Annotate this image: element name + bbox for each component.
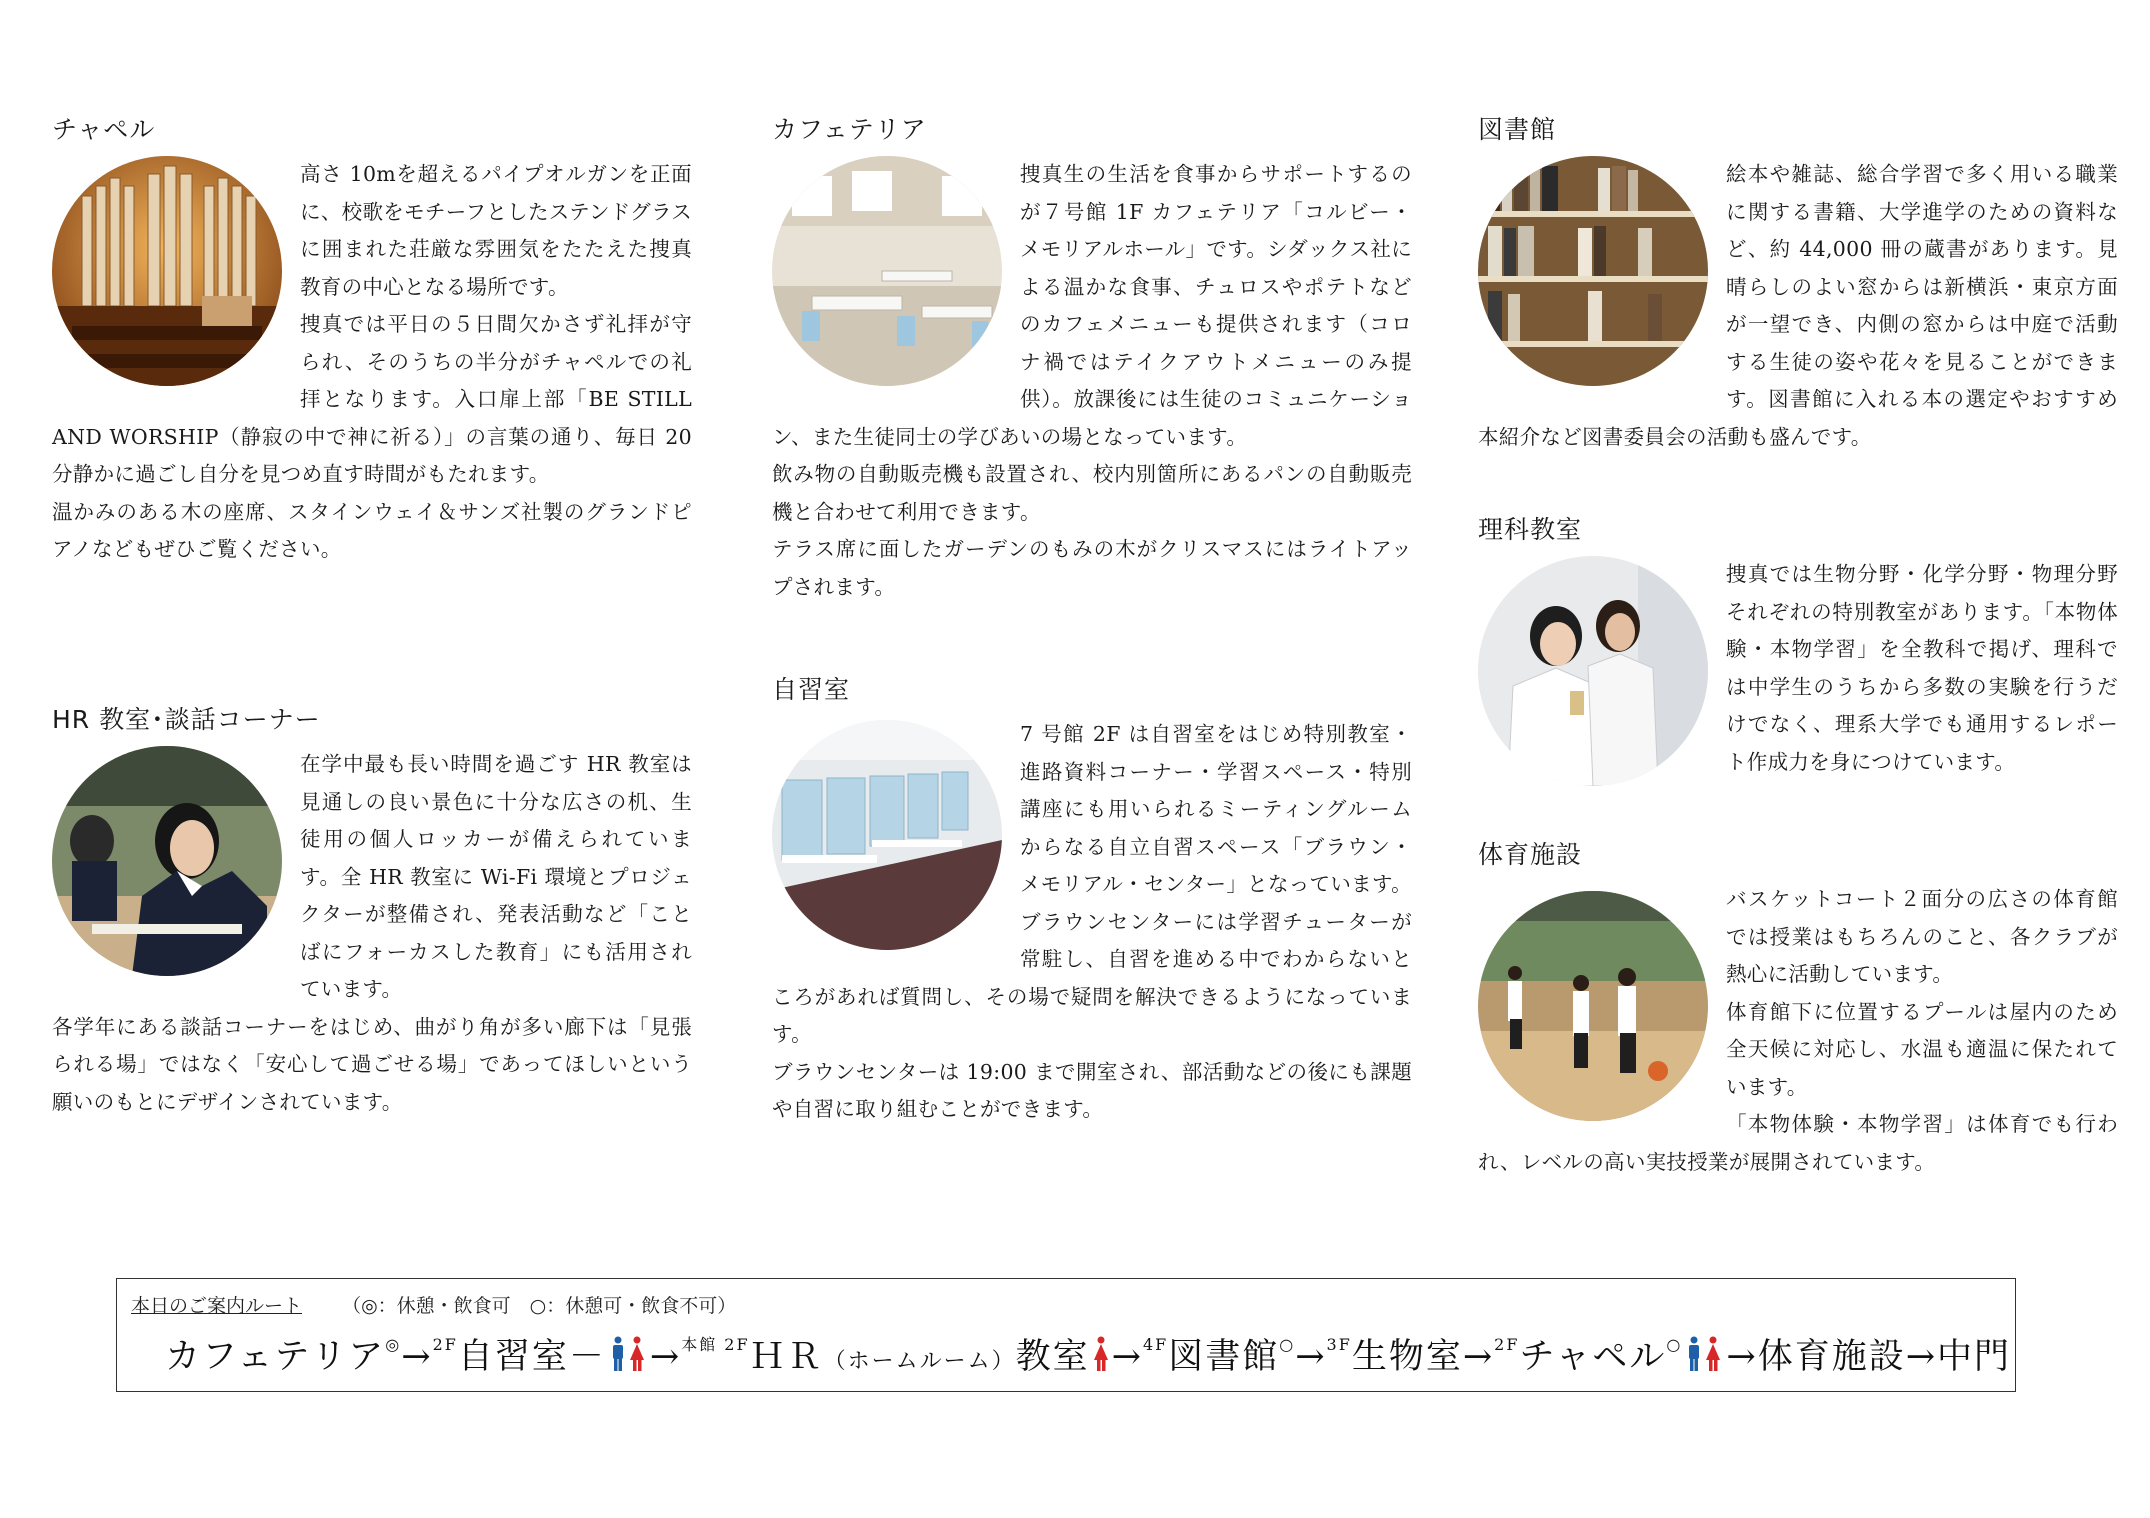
column-middle [772, 112, 1412, 1129]
cafeteria-paragraph-2: 飲み物の自動販売機も設置され、校内別箇所にあるパンの自動販売機と合わせて利用できます。 [772, 462, 1412, 524]
route-arrow: → [1111, 1337, 1143, 1377]
section-body-cafeteria [772, 156, 1412, 606]
gym-paragraph-1: バスケットコート２面分の広さの体育館では授業はもちろんのこと、各クラブが熱心に活動しています。 [1726, 887, 2118, 986]
cafeteria-paragraph-1: 捜真生の生活を食事からサポートするのが７号館 1F カフェテリア「コルビー・メモリアルホール」です。シダックス社による温かな食事、チュロスやポテトなどのカフェメニューも提供されます（コロナ禍ではテイクアウトメニューのみ提供）。放課後には生徒のコミュニケーション、また生徒同士の学びあいの場となっています。 [772, 162, 1412, 449]
route-heading: 本日のご案内ルート [131, 1295, 303, 1317]
chapel-organ-photo [52, 156, 282, 386]
route-floor-3f: 3F [1326, 1335, 1352, 1354]
route-arrow: → [401, 1337, 433, 1377]
section-title-cafeteria: カフェテリア [772, 115, 927, 144]
section-body-study-room [772, 716, 1412, 1129]
route-stop-hr-sub: （ホームルーム） [823, 1349, 1016, 1374]
route-stop-hr: ＨＲ [749, 1337, 824, 1377]
route-arrow: → [1462, 1337, 1495, 1377]
section-gym [1478, 837, 2118, 1181]
gym-basketball-photo [1478, 891, 1708, 1121]
route-floor-2f: 2F [1494, 1335, 1520, 1354]
route-mark-circle: ○ [1279, 1335, 1296, 1354]
route-floor-4f: 4F [1142, 1335, 1169, 1354]
section-body-science [1478, 556, 2118, 781]
section-cafeteria [772, 112, 1412, 672]
section-study-room [772, 672, 1412, 1129]
science-paragraph-1: 捜真では生物分野・化学分野・物理分野それぞれの特別教室があります。「本物体験・本物学習」を全教科で掲げ、理科では中学生のうちから多数の実験を行うだけでなく、理系大学でも通用するレポート作成力を身につけています。 [1726, 562, 2118, 774]
route-arrow: → [1905, 1337, 1938, 1377]
gym-paragraph-3: 「本物体験・本物学習」は体育でも行われ、レベルの高い実技授業が展開されています。 [1478, 1112, 2118, 1174]
route-floor-honkan-2f: 本館 2F [681, 1335, 750, 1354]
route-arrow: → [1295, 1337, 1327, 1377]
section-title-science: 理科教室 [1478, 515, 1583, 544]
route-stop-biology: 生物室 [1351, 1337, 1463, 1377]
restroom-female-icon [1092, 1336, 1110, 1381]
classroom-student-photo [52, 746, 282, 976]
route-stop-cafeteria: カフェテリア [165, 1337, 386, 1377]
homeroom-paragraph-2: 各学年にある談話コーナーをはじめ、曲がり角が多い廊下は「見張られる場」ではなく「安心して過ごせる場」であってほしいという願いのもとにデザインされています。 [52, 1014, 692, 1114]
route-mark-double-circle: ◎ [385, 1335, 402, 1354]
route-stop-classroom: 教室 [1015, 1337, 1090, 1377]
study-paragraph-1: 7 号館 2F は自習室をはじめ特別教室・進路資料コーナー・学習スペース・特別講座にも用いられるミーティングルームからなる自立自習スペース「ブラウン・メモリアル・センター」となっています。 [1020, 722, 1412, 896]
chapel-paragraph-2: 捜真では平日の５日間欠かさず礼拝が守られ、そのうちの半分がチャペルでの礼拝となります。入口扉上部「BE STILL AND WORSHIP（静寂の中で神に祈る）」の言葉の通り、毎日 20 分静かに過ごし自分を見つめ直す時間がもたれます。 [52, 312, 692, 486]
study-paragraph-2: ブラウンセンターには学習チューターが常駐し、自習を進める中でわからないところがあれば質問し、その場で疑問を解決できるようになっています。 [772, 909, 1412, 1046]
section-science [1478, 512, 2118, 837]
restroom-icon [608, 1336, 648, 1381]
restroom-icon [1684, 1336, 1724, 1381]
section-library [1478, 112, 2118, 512]
route-stop-gym: 体育施設 [1757, 1337, 1906, 1377]
section-homeroom [52, 702, 692, 1121]
chapel-paragraph-3: 温かみのある木の座席、スタインウェイ＆サンズ社製のグランドピアノなどもぜひご覧ください。 [52, 499, 692, 561]
route-stop-chapel: チャペル [1519, 1337, 1667, 1377]
route-arrow: → [1726, 1337, 1758, 1377]
route-floor-2f: 2F [432, 1335, 458, 1354]
column-right [1478, 112, 2118, 1181]
study-room-photo [772, 720, 1002, 950]
route-dash: － [568, 1337, 606, 1377]
route-stop-library: 図書館 [1168, 1337, 1280, 1377]
section-body-chapel [52, 156, 692, 569]
study-paragraph-3: ブラウンセンターは 19:00 まで開室され、部活動などの後にも課題や自習に取り組むことができます。 [772, 1059, 1412, 1121]
route-stop-study-room: 自習室 [457, 1337, 569, 1377]
science-lab-photo [1478, 556, 1708, 786]
section-chapel [52, 112, 692, 702]
chapel-paragraph-1: 高さ 10mを超えるパイプオルガンを正面に、校歌をモチーフとしたステンドグラスに囲まれた荘厳な雰囲気をたたえた捜真教育の中心となる場所です。 [300, 162, 692, 299]
cafeteria-paragraph-3: テラス席に面したガーデンのもみの木がクリスマスにはライトアップされます。 [772, 537, 1412, 599]
section-body-homeroom [52, 746, 692, 1121]
route-header [131, 1291, 736, 1318]
section-title-study-room: 自習室 [772, 675, 851, 704]
section-title-gym: 体育施設 [1478, 840, 1583, 869]
male-head [614, 1337, 621, 1344]
section-title-chapel: チャペル [52, 115, 156, 144]
cafeteria-photo [772, 156, 1002, 386]
section-title-homeroom: HR 教室･談話コーナー [52, 705, 321, 734]
gym-paragraph-2: 体育館下に位置するプールは屋内のため全天候に対応し、水温も適温に保たれています。 [1726, 999, 2118, 1099]
section-title-library: 図書館 [1478, 115, 1557, 144]
route-legend: （◎：休憩・飲食可 ○：休憩可・飲食不可） [342, 1295, 737, 1317]
guide-route-box [116, 1278, 2016, 1392]
section-body-library [1478, 156, 2118, 456]
route-mark-circle: ○ [1666, 1335, 1683, 1354]
library-bookshelf-photo [1478, 156, 1708, 386]
route-line [165, 1329, 2011, 1381]
route-stop-gate: 中門 [1937, 1337, 2012, 1377]
route-arrow: → [649, 1337, 682, 1377]
homeroom-paragraph-1: 在学中最も長い時間を過ごす HR 教室は見通しの良い景色に十分な広さの机、生徒用の個人ロッカーが備えられています。全 HR 教室に Wi-Fi 環境とプロジェクターが整備され、発表活動など「ことばにフォーカスした教育」にも活用されています。 [300, 752, 692, 1001]
section-body-gym [1478, 881, 2118, 1181]
column-left [52, 112, 692, 1121]
library-paragraph-1: 絵本や雑誌、総合学習で多く用いる職業に関する書籍、大学進学のための資料など、約 44,000 冊の蔵書があります。見晴らしのよい窓からは新横浜・東京方面が一望でき、内側の窓からは中庭で活動する生徒の姿や花々を見ることができます。図書館に入れる本の選定やおすすめ本紹介など図書委員会の活動も盛んです。 [1478, 162, 2118, 449]
